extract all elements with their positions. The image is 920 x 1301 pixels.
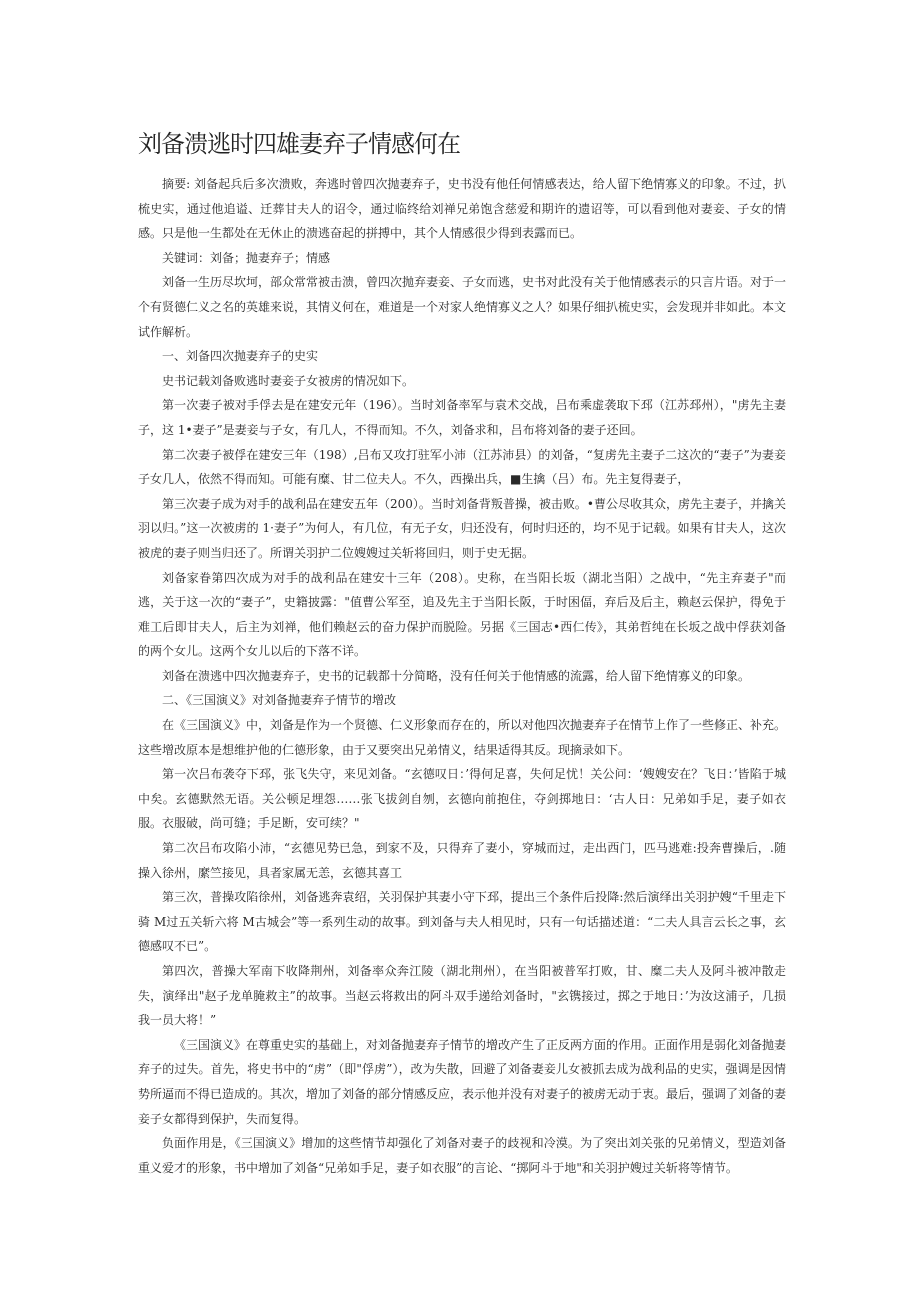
body-paragraph: 刘备在溃逃中四次抛妻弃子，史书的记载都十分简略，没有任何关于他情感的流露，给人留下绝情寡义的印象。 [162, 668, 751, 683]
body-paragraph: 第三次妻子成为对手的战利品在建安五年（200）。当时刘备背叛普操，被击败。•曹公尽收其众，虏先主妻子，并擒关羽以归。”这一次被虏的 1·妻子”为何人，有几位，有无子女，归还没有，何时归还的，均不见于记载。如果有甘夫人，这次被虎的妻子则当归还了。所谓关羽护二位嫂嫂过关斩将回归，则于史无据。 [138, 496, 786, 560]
abstract-paragraph: 摘要: 刘备起兵后多次溃败，奔逃时曾四次抛妻弃子，史书没有他任何情感表达，给人留下绝情寡义的印象。不过，扒梳史实，通过他追谥、迁葬甘夫人的诏令，通过临终给刘禅兄弟饱含慈爱和期许的遗诏等，可以看到他对妻妾、子女的情感。只是他一生都处在无休止的溃逃奋起的拼搏中，其个人情感很少得到表露而已。 [138, 177, 786, 241]
body-paragraph: 第二次妻子被俘在建安三年（198）,吕布又攻打驻军小沛（江苏沛县）的刘备，“复虏先主妻子二这次的“妻子”为妻妾子女几人，依然不得而知。可能有糜、甘二位夫人。不久，西操出兵，■生擒（吕）布。先主复得妻子， [138, 447, 786, 487]
document-title: 刘备溃逃时四雄妻弃子情感何在 [138, 130, 460, 158]
body-paragraph: 第一次妻子被对手俘去是在建安元年（196）。当时刘备率军与袁术交战，吕布乘虚袭取下邳（江苏邳州），"虏先主妻子，这 1•妻子”是妻妾与子女，有几人，不得而知。不久，刘备求和，吕布将刘备的妻子还回。 [138, 398, 786, 437]
body-paragraph: 负面作用是，《三国演义》增加的这些情节却强化了刘备对妻子的歧视和冷漠。为了突出刘关张的兄弟情义，型造刘备重义爱才的形象，书中增加了刘备“兄弟如手足，妻子如衣服”的言论、“掷阿斗于地"和关羽护嫂过关斩将等情节。 [138, 1136, 786, 1175]
body-paragraph: 刘备一生历尽坎坷，部众常常被击溃，曾四次抛弃妻妾、子女而逃，史书对此没有关于他情感表示的只言片语。对于一个有贤德仁义之名的英雄来说，其情义何在，难道是一个对家人绝情寡义之人？如果仔细扒梳史实，会发现并非如此。本文试作解析。 [138, 275, 787, 339]
body-paragraph: 在《三国演义》中，刘备是作为一个贤德、仁义形象而存在的，所以对他四次抛妻弃子在情节上作了一些修正、补充。这些增改原本是想维护他的仁德形象，由于又要突出兄弟情义，结果适得其反。现摘录如下。 [138, 718, 787, 757]
section-heading: 一、刘备四次抛妻弃子的史实 [162, 349, 319, 364]
section-heading: 二、《三国演义》对刘备抛妻弃子情节的增改 [162, 693, 397, 708]
body-paragraph: 第二次吕布攻陷小沛，“玄德见势已急，到家不及，只得弃了妻小，穿城而过，走出西门，匹马逃难:投奔曹操后，.随操入徐州，縻竺接见，具者家属无恙，玄德其喜工 [138, 841, 786, 880]
body-paragraph: 第四次，普操大军南下收降荆州，刘备率众奔江陵（湖北荆州），在当阳被普军打败，甘、糜二夫人及阿斗被冲散走失，演绎出"赵子龙单腌救主”的故事。当赵云将救出的阿斗双手递给刘备时，"玄镌接过，掷之于地日：’为汝这浦子，几损我一员大将！” [138, 964, 786, 1028]
body-paragraph: 第一次吕布袭夺下邳，张飞失守，来见刘备。“玄德叹日：’得何足喜，失何足忧！关公问：‘嫂嫂安在？飞日：’皆陷于城中矣。玄德默然无语。关公顿足埋怨……张飞拔剑自刎，玄德向前抱住，夺剑掷地日：‘古人日：兄弟如手足，妻子如衣服。衣服破，尚可缝；手足断，安可续？" [138, 767, 786, 831]
body-paragraph: 史书记载刘备败逃时妻妾子女被虏的情况如下。 [162, 373, 415, 388]
body-paragraph: 《三国演义》在尊重史实的基础上，对刘备抛妻弃子情节的增改产生了正反两方面的作用。正面作用是弱化刘备抛妻弃子的过失。首先，将史书中的“虏”（即"俘虏”），改为失散，回避了刘备妻妾儿女被抓去成为战利品的史实，强调是因情势所逼而不得已造成的。其次，增加了刘备的部分情感反应，表示他并没有对妻子的被虏无动于衷。最后，强调了刘备的妻妾子女都得到保护，失而复得。 [138, 1037, 787, 1126]
keywords-paragraph: 关键词：刘备；抛妻弃子；情感 [162, 250, 331, 265]
document-body [138, 172, 786, 1180]
body-paragraph: 第三次，普操攻陷徐州，刘备逃奔袁绍，关羽保护其妻小守下邳，提出三个条件后投降:然后演绎出关羽护嫂“千里走下骑 M过五关斩六将 M古城会”等一系列生动的故事。到刘备与夫人相见时，只有一句话描述道：“二夫人具言云长之事，玄德感叹不已”。 [138, 890, 786, 954]
body-paragraph: 刘备家眷第四次成为对手的战利品在建安十三年（208）。史称，在当阳长坂（湖北当阳）之战中，“先主弃妻子"而逃，关于这一次的“妻子”，史籍披露："值曹公军至，追及先主于当阳长阪，于时困偪，弃后及后主，赖赵云保护，得免于难工后即甘夫人，后主为刘禅，他们赖赵云的奋力保护而脱险。另据《三国志•西仁传》，其弟哲纯在长坂之战中俘获刘备的两个女儿。这两个女儿以后的下落不详。 [138, 570, 786, 659]
